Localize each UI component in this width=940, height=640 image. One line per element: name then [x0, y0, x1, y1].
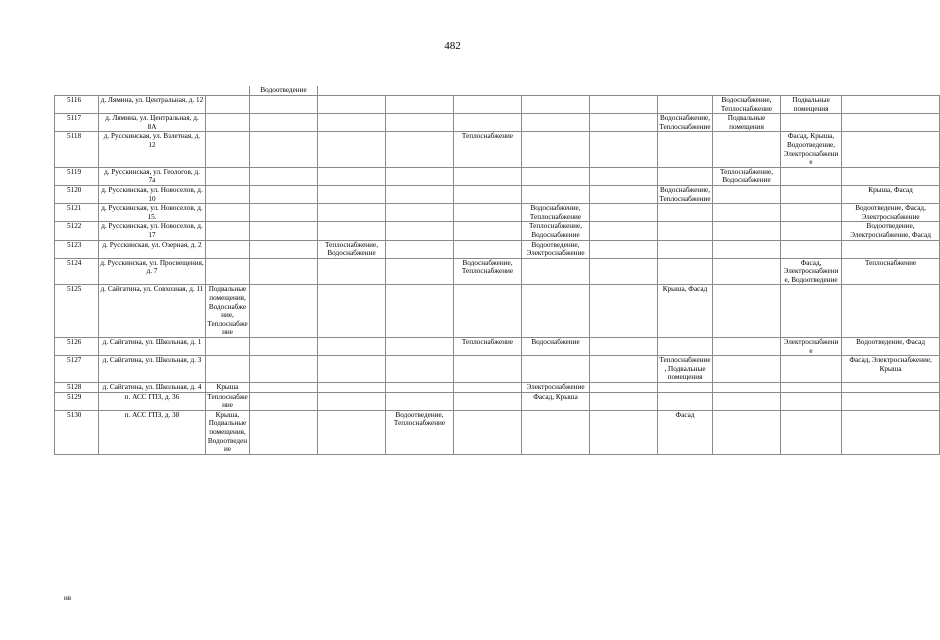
address-cell: д. Русскинская, ул. Просвещения, д. 7 [99, 258, 206, 285]
work-type-cell [318, 383, 386, 393]
work-type-cell [250, 383, 318, 393]
work-type-cell [658, 258, 713, 285]
table-row [55, 240, 940, 258]
work-type-cell [250, 285, 318, 338]
work-type-cell: Теплоснабжение, Водоснабжение [318, 240, 386, 258]
work-type-cell [842, 285, 940, 338]
work-type-cell: Теплоснабжение, Водоснабжение [522, 222, 590, 240]
work-type-cell [590, 185, 658, 203]
work-type-cell [206, 96, 250, 114]
work-type-cell [206, 167, 250, 185]
repair-schedule-table [54, 86, 940, 455]
work-type-cell [206, 185, 250, 203]
work-type-cell [658, 392, 713, 410]
row-number: 5130 [55, 410, 99, 454]
work-type-cell [658, 222, 713, 240]
work-type-cell: Водоснабжение [522, 338, 590, 356]
work-type-cell [318, 285, 386, 338]
work-type-cell [842, 383, 940, 393]
work-type-cell [250, 132, 318, 167]
work-type-cell [658, 167, 713, 185]
work-type-cell [386, 392, 454, 410]
row-number: 5121 [55, 204, 99, 222]
work-type-cell [590, 383, 658, 393]
work-type-cell [386, 132, 454, 167]
address-cell: д. Русскинская, ул. Новоселов, д. 17 [99, 222, 206, 240]
work-type-cell [454, 392, 522, 410]
work-type-cell [781, 383, 842, 393]
work-type-cell: Водоотведение, Электроснабжение [522, 240, 590, 258]
work-type-cell [454, 204, 522, 222]
table-row [55, 338, 940, 356]
work-type-cell [318, 392, 386, 410]
work-type-cell: Крыша, Фасад [842, 185, 940, 203]
work-type-cell: Фасад, Крыша [522, 392, 590, 410]
work-type-cell [454, 222, 522, 240]
address-cell: д. Сайгатина, ул. Школьная, д. 1 [99, 338, 206, 356]
page-number: 482 [444, 40, 461, 52]
work-type-cell [522, 114, 590, 132]
row-number: 5123 [55, 240, 99, 258]
work-type-cell [522, 285, 590, 338]
work-type-cell [318, 114, 386, 132]
work-type-cell [386, 204, 454, 222]
work-type-cell [713, 240, 781, 258]
work-type-cell [250, 240, 318, 258]
work-type-cell [658, 204, 713, 222]
work-type-cell: Теплоснабжение [454, 132, 522, 167]
work-type-cell [386, 258, 454, 285]
work-type-cell [250, 410, 318, 454]
work-type-cell [318, 132, 386, 167]
work-type-cell: Крыша, Подвальные помещения, Водоотведение [206, 410, 250, 454]
work-type-cell [842, 392, 940, 410]
address-cell: д. Русскинская, ул. Новоселов, д. 10 [99, 185, 206, 203]
work-type-cell [454, 383, 522, 393]
work-type-cell [206, 222, 250, 240]
table-row [55, 185, 940, 203]
work-type-cell [781, 114, 842, 132]
work-type-cell [590, 258, 658, 285]
work-type-cell: Водоснабжение, Теплоснабжение [522, 204, 590, 222]
work-type-cell: Фасад, Крыша, Водоотведение, Электроснабжение [781, 132, 842, 167]
work-type-cell: Электроснабжение [781, 338, 842, 356]
address-cell: д. Лямина, ул. Центральная, д. 8А [99, 114, 206, 132]
work-type-cell [781, 410, 842, 454]
work-type-cell: Водоотведение, Электроснабжение, Фасад [842, 222, 940, 240]
work-type-cell [206, 114, 250, 132]
table-row [55, 204, 940, 222]
work-type-cell: Водоснабжение, Теплоснабжение [713, 96, 781, 114]
work-type-cell [713, 383, 781, 393]
work-type-cell [250, 114, 318, 132]
work-type-cell [454, 185, 522, 203]
work-type-cell [386, 383, 454, 393]
work-type-cell [386, 338, 454, 356]
work-type-cell [250, 392, 318, 410]
work-type-cell: Теплоснабжение [454, 338, 522, 356]
work-type-cell [250, 185, 318, 203]
work-type-cell [590, 204, 658, 222]
work-type-cell: Крыша, Фасад [658, 285, 713, 338]
address-cell: д. Сайгатина, ул. Школьная, д. 3 [99, 356, 206, 383]
work-type-cell [250, 222, 318, 240]
work-type-cell [206, 132, 250, 167]
work-type-cell [522, 132, 590, 167]
address-cell: д. Русскинская, ул. Новоселов, д. 15. [99, 204, 206, 222]
work-type-cell [590, 96, 658, 114]
work-type-cell [454, 96, 522, 114]
work-type-cell [454, 114, 522, 132]
work-type-cell: Крыша [206, 383, 250, 393]
row-number: 5125 [55, 285, 99, 338]
work-type-cell [250, 356, 318, 383]
work-type-cell [590, 285, 658, 338]
work-type-cell: Водоотведение, Фасад, Электроснабжение [842, 204, 940, 222]
work-type-cell [386, 185, 454, 203]
address-cell: д. Сайгатина, ул. Совхозная, д. 11 [99, 285, 206, 338]
table-row [55, 410, 940, 454]
work-type-cell [318, 96, 386, 114]
address-cell: д. Сайгатина, ул. Школьная, д. 4 [99, 383, 206, 393]
work-type-cell: Водоснабжение, Теплоснабжение [454, 258, 522, 285]
work-type-cell [522, 96, 590, 114]
work-type-cell [250, 204, 318, 222]
work-type-cell [250, 338, 318, 356]
work-type-cell [590, 167, 658, 185]
work-type-cell [318, 258, 386, 285]
row-number: 5116 [55, 96, 99, 114]
work-type-cell [781, 392, 842, 410]
work-type-cell: Подвальные помещения [713, 114, 781, 132]
work-type-cell [386, 96, 454, 114]
work-type-cell [713, 338, 781, 356]
row-number: 5127 [55, 356, 99, 383]
table-row [55, 114, 940, 132]
work-type-cell [318, 185, 386, 203]
work-type-cell: Теплоснабжение [842, 258, 940, 285]
work-type-cell [454, 240, 522, 258]
table-row [55, 132, 940, 167]
address-cell: д. Русскинская, ул. Геологов, д. 7а [99, 167, 206, 185]
work-type-cell [318, 338, 386, 356]
work-type-cell [590, 410, 658, 454]
work-type-cell: Электроснабжение [522, 383, 590, 393]
work-type-cell [206, 338, 250, 356]
work-type-cell: Водоснабжение, Теплоснабжение [659, 114, 711, 131]
work-type-cell [658, 338, 713, 356]
work-type-cell [206, 204, 250, 222]
work-type-cell [713, 132, 781, 167]
work-type-cell: Фасад, Электроснабжение, Крыша [842, 356, 940, 383]
work-type-cell [522, 167, 590, 185]
row-number: 5128 [55, 383, 99, 393]
work-type-cell [658, 132, 713, 167]
table-row [55, 222, 940, 240]
work-type-cell [658, 96, 713, 114]
row-number: 5119 [55, 167, 99, 185]
work-type-cell [318, 167, 386, 185]
work-type-cell [713, 258, 781, 285]
work-type-cell [590, 132, 658, 167]
work-type-cell [386, 167, 454, 185]
work-type-cell: Теплоснабжение [207, 392, 248, 410]
work-type-cell [454, 167, 522, 185]
work-type-cell: Фасад, Электроснабжение, Водоотведение [781, 258, 842, 285]
work-type-cell [250, 96, 318, 114]
work-type-cell [713, 392, 781, 410]
work-type-cell: Фасад [658, 410, 713, 454]
work-type-cell [781, 167, 842, 185]
row-number: 5122 [55, 222, 99, 240]
work-type-cell [590, 222, 658, 240]
work-type-cell [590, 392, 658, 410]
work-type-cell [386, 356, 454, 383]
table-cell: Водоотведение [250, 86, 318, 96]
work-type-cell [250, 167, 318, 185]
work-type-cell [206, 356, 250, 383]
work-type-cell [781, 204, 842, 222]
work-type-cell [522, 410, 590, 454]
work-type-cell [713, 285, 781, 338]
work-type-cell [386, 285, 454, 338]
row-number: 5117 [55, 114, 99, 132]
work-type-cell [713, 410, 781, 454]
work-type-cell: Теплоснабжение, Водоснабжение [713, 167, 781, 185]
footer-mark: нв [64, 594, 72, 602]
address-cell: д. Лямина, ул. Центральная, д. 12 [99, 96, 206, 114]
row-number: 5126 [55, 338, 99, 356]
address-cell: п. АСС ГПЗ, д. 36 [99, 392, 206, 410]
work-type-cell [318, 204, 386, 222]
work-type-cell [590, 114, 658, 132]
work-type-cell [206, 240, 250, 258]
work-type-cell: Теплоснабжение, Подвальные помещения [659, 356, 711, 382]
work-type-cell [386, 222, 454, 240]
work-type-cell: Подвальные помещения [781, 96, 842, 114]
table-row [55, 167, 940, 185]
work-type-cell: Водоснабжение, Теплоснабжение [659, 185, 711, 203]
table-row [55, 96, 940, 114]
address-cell: д. Русскинская, ул. Озерная, д. 2 [99, 240, 206, 258]
work-type-cell [658, 383, 713, 393]
work-type-cell [842, 410, 940, 454]
work-type-cell [713, 356, 781, 383]
work-type-cell [590, 338, 658, 356]
work-type-cell [842, 240, 940, 258]
table-row [55, 383, 940, 393]
work-type-cell [713, 185, 781, 203]
work-type-cell [842, 114, 940, 132]
work-type-cell [522, 185, 590, 203]
work-type-cell: Водоотведение, Теплоснабжение [386, 410, 454, 454]
work-type-cell [454, 410, 522, 454]
work-type-cell [318, 222, 386, 240]
work-type-cell [206, 258, 250, 285]
table-row [55, 392, 940, 410]
table-row [55, 258, 940, 285]
work-type-cell: Подвальные помещения, Водоснабжение, Теплоснабжение [207, 285, 248, 337]
work-type-cell [842, 132, 940, 167]
address-cell: д. Русскинская, ул. Взлетная, д. 12 [99, 132, 206, 167]
row-number: 5129 [55, 392, 99, 410]
work-type-cell [454, 285, 522, 338]
work-type-cell: Водоотведение, Фасад [842, 338, 940, 356]
work-type-cell [522, 258, 590, 285]
table-row [55, 356, 940, 383]
work-type-cell [454, 356, 522, 383]
work-type-cell [781, 240, 842, 258]
work-type-cell [781, 285, 842, 338]
work-type-cell [658, 240, 713, 258]
work-type-cell [386, 114, 454, 132]
row-number: 5118 [55, 132, 99, 167]
work-type-cell [250, 258, 318, 285]
table-row [55, 285, 940, 338]
table-row-top-fragment [55, 86, 940, 96]
work-type-cell [318, 356, 386, 383]
work-type-cell [590, 240, 658, 258]
address-cell: п. АСС ГПЗ, д. 38 [99, 410, 206, 454]
work-type-cell [386, 240, 454, 258]
work-type-cell [842, 167, 940, 185]
row-number: 5124 [55, 258, 99, 285]
work-type-cell [713, 222, 781, 240]
work-type-cell [781, 185, 842, 203]
work-type-cell [522, 356, 590, 383]
work-type-cell [781, 356, 842, 383]
row-number: 5120 [55, 185, 99, 203]
work-type-cell [713, 204, 781, 222]
work-type-cell [590, 356, 658, 383]
work-type-cell [781, 222, 842, 240]
work-type-cell [842, 96, 940, 114]
work-type-cell [318, 410, 386, 454]
